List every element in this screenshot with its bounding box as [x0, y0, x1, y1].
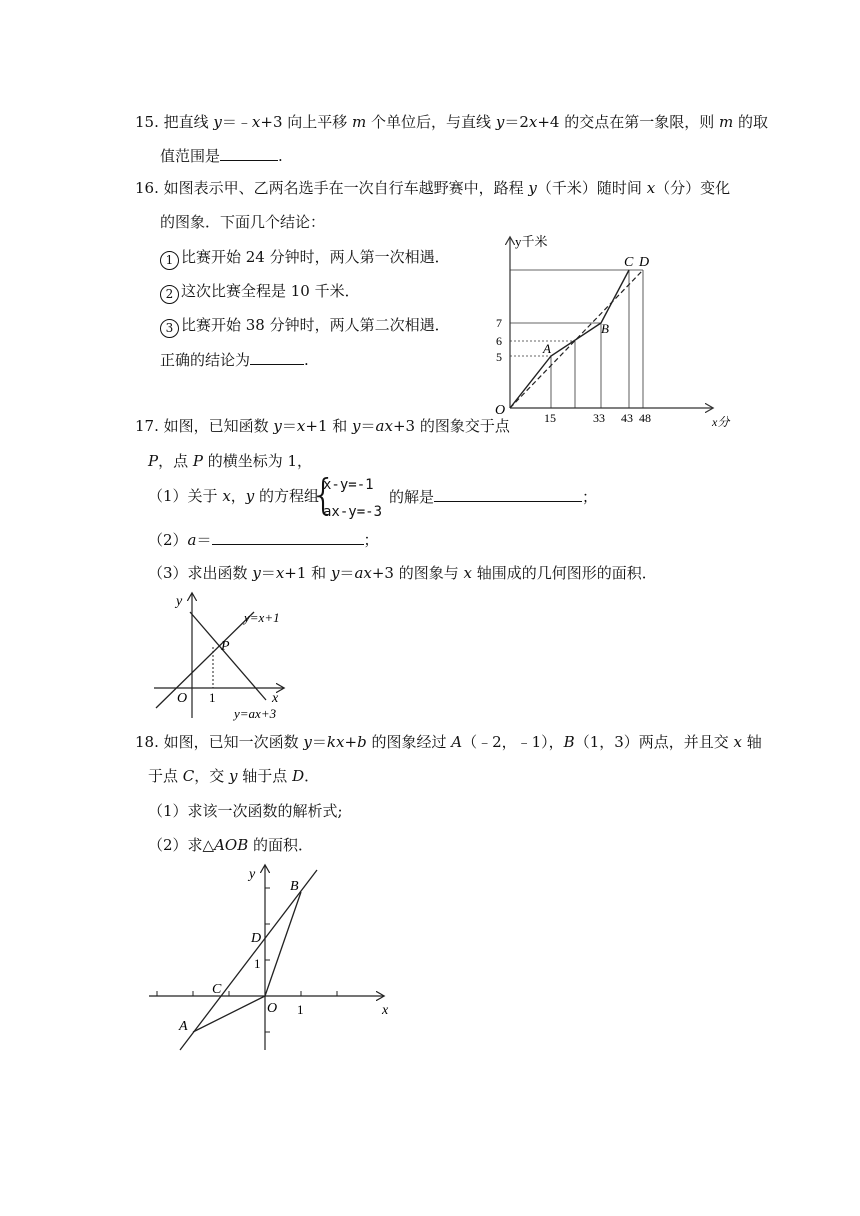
q16-conclusion-2: 2 这次比赛全程是 10 千米． [160, 281, 360, 304]
q17-part1-answer: 的解是 ； [389, 488, 598, 506]
y-label: y [249, 867, 256, 882]
line-AB [180, 870, 317, 1050]
q18-line2: 于点 C，交 y 轴于点 D． [148, 767, 320, 785]
q15-line2: 值范围是 . [160, 147, 283, 165]
point-B-label: B [601, 321, 609, 336]
y-axis-label: y千米 [515, 234, 548, 249]
q17-line2: P，点 P 的横坐标为 1， [148, 452, 313, 470]
point-A-label: A [543, 341, 551, 356]
q15-line1: 15. 把直线 y＝﹣x+3 向上平移 m 个单位后，与直线 y＝2x+4 的交点在第一象限，则 m 的取 [135, 113, 768, 131]
point-D-label: D [251, 931, 262, 946]
x-tick-43: 43 [621, 411, 633, 425]
q16-distance-time-graph [490, 226, 745, 431]
y-tick-6: 6 [496, 334, 502, 348]
q17-graph [148, 590, 298, 722]
point-P-label: P [221, 639, 230, 654]
system-brace: { [310, 470, 337, 519]
origin-label: O [177, 691, 188, 706]
point-B-label: B [290, 879, 299, 894]
x-tick-33: 33 [593, 411, 605, 425]
line-y-ax-plus-3 [190, 612, 266, 700]
q17-part1-blank[interactable] [434, 486, 582, 502]
q18-part2: （2）求△AOB 的面积． [148, 836, 314, 854]
x-tick-15: 15 [544, 411, 556, 425]
point-A-label: A [179, 1019, 188, 1034]
point-D-label: D [639, 255, 650, 270]
x-label: x [272, 691, 279, 706]
q15-answer-blank[interactable] [220, 145, 278, 161]
q18-graph [145, 860, 400, 1055]
origin-label: O [267, 1001, 278, 1016]
q16-line1: 16. 如图表示甲、乙两名选手在一次自行车越野赛中，路程 y（千米）随时间 x（分）变化 [135, 179, 731, 197]
point-C-label: C [212, 982, 222, 997]
circled-number-1: 1 [160, 251, 179, 270]
segment-OB [265, 892, 301, 996]
x-axis-label: x分 [712, 415, 730, 429]
point-C-label: C [624, 255, 634, 270]
q17-part1: （1）关于 x，y 的方程组 [148, 487, 320, 505]
q18-line1: 18. 如图，已知一次函数 y＝kx+b 的图象经过 A（﹣2，﹣1），B（1，3）两点，并且交 x 轴 [135, 733, 762, 751]
x-tick-48: 48 [639, 411, 651, 425]
origin-label: O [495, 403, 506, 418]
q16-conclusion-1: 1 比赛开始 24 分钟时，两人第一次相遇． [160, 247, 450, 270]
line2-label: y=ax+3 [234, 706, 277, 721]
line-y-x-plus-1 [156, 612, 254, 708]
q16-answer-blank[interactable] [250, 349, 304, 365]
q16-conclusion-3: 3 比赛开始 38 分钟时，两人第二次相遇． [160, 315, 450, 338]
q18-part1: （1）求该一次函数的解析式; [148, 802, 343, 820]
q16-line2: 的图象．下面几个结论： [160, 213, 326, 231]
y-tick-5: 5 [496, 350, 502, 364]
system-eq-2: ax-y=-3 [323, 504, 383, 520]
system-eq-1: x-y=-1 [323, 477, 374, 493]
y-tick-1-label: 1 [254, 956, 261, 971]
tick-1-label: 1 [209, 690, 216, 705]
circled-number-2: 2 [160, 285, 179, 304]
y-tick-7: 7 [496, 316, 502, 330]
q16-answer-line: 正确的结论为 . [160, 351, 309, 369]
circled-number-3: 3 [160, 319, 179, 338]
segment-OA [193, 996, 265, 1032]
x-ticks [157, 991, 337, 996]
q17-line1: 17. 如图，已知函数 y＝x+1 和 y＝ax+3 的图象交于点 [135, 417, 510, 435]
y-label: y [176, 594, 183, 609]
q17-part2-blank[interactable] [212, 529, 364, 545]
solid-path [510, 270, 629, 408]
q17-part3: （3）求出函数 y＝x+1 和 y＝ax+3 的图象与 x 轴围成的几何图形的面积． [148, 564, 657, 582]
q17-part2: （2）a＝ ； [148, 531, 379, 549]
line1-label: y=x+1 [244, 610, 280, 625]
x-tick-1-label: 1 [297, 1002, 304, 1017]
x-label: x [382, 1003, 389, 1018]
